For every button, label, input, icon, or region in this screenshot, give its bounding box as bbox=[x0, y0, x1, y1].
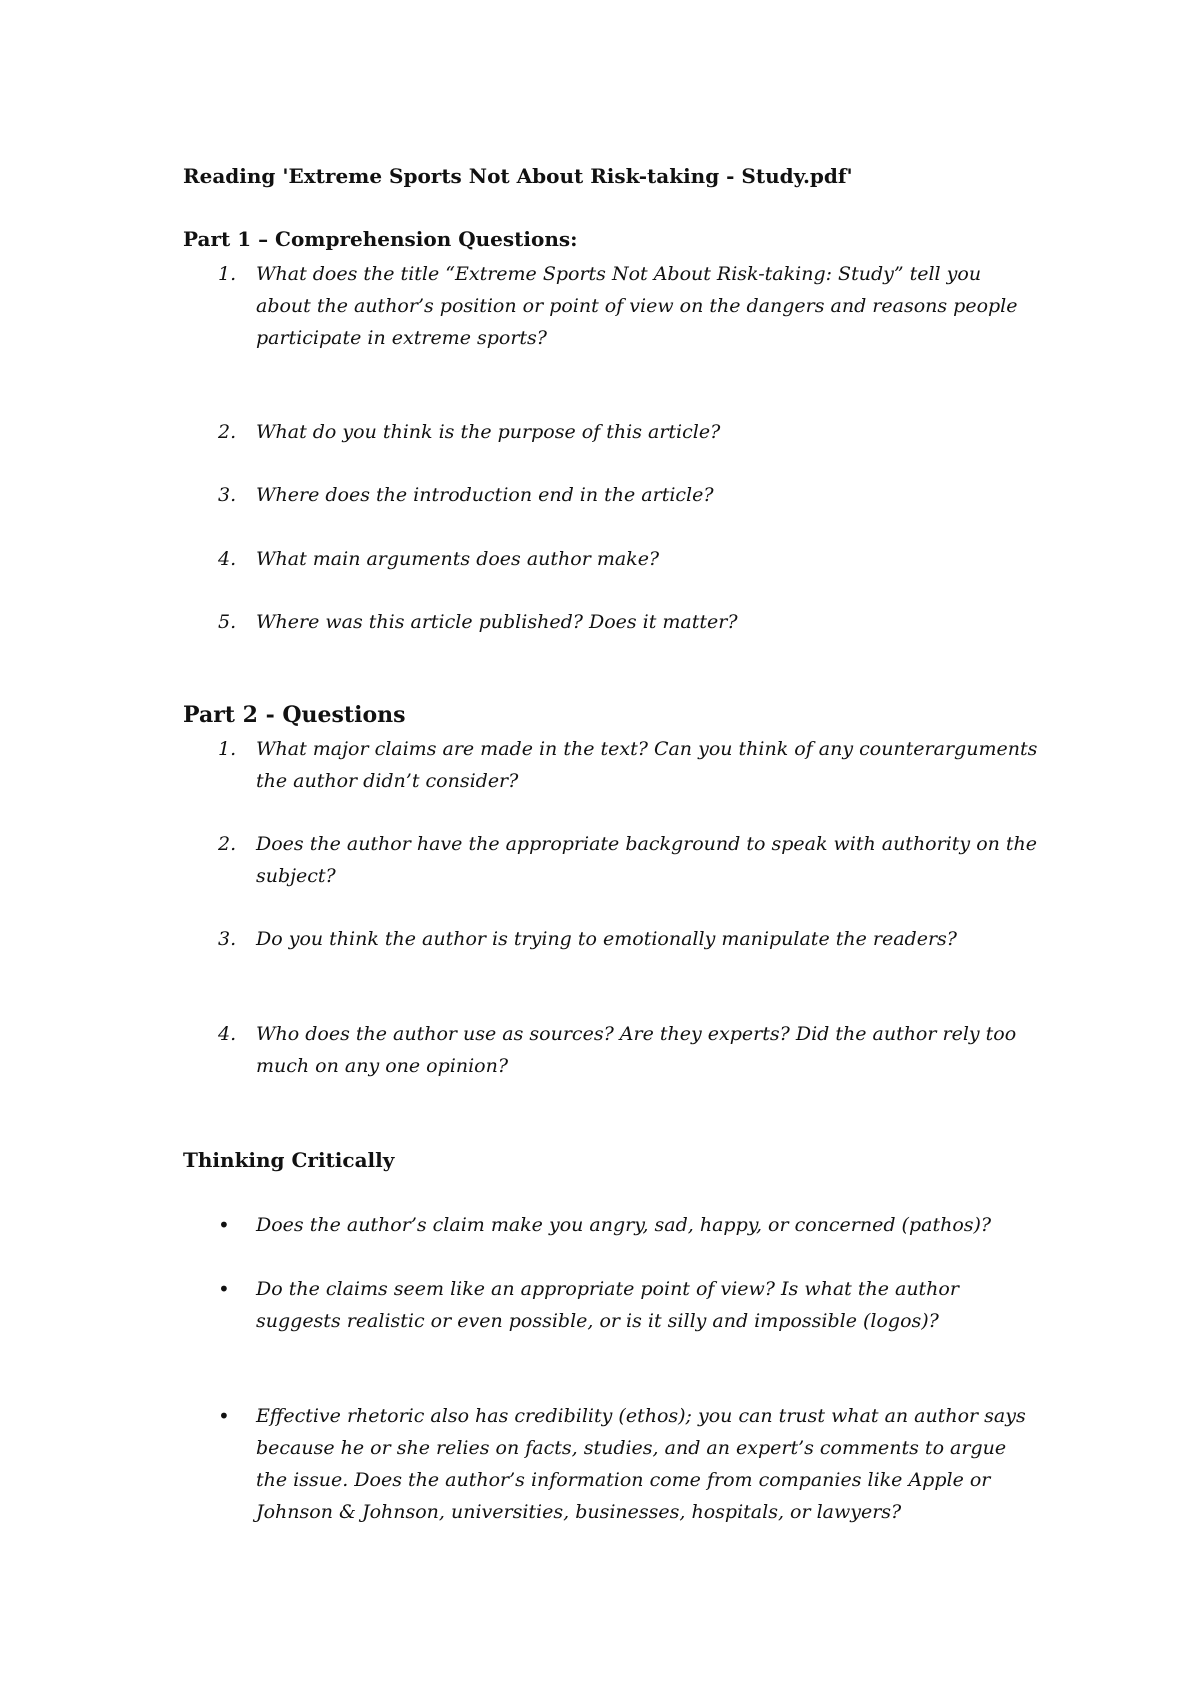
question-number: 4. bbox=[218, 548, 237, 570]
part1-question-2 bbox=[218, 416, 1038, 448]
question-number: 2. bbox=[218, 421, 237, 443]
question-text: What main arguments does author make? bbox=[256, 548, 660, 570]
part2-question-4 bbox=[218, 1018, 1038, 1082]
part1-question-3 bbox=[218, 479, 1038, 511]
question-number: 1. bbox=[218, 738, 237, 760]
question-number: 1. bbox=[218, 263, 237, 285]
bullet-text: Does the author’s claim make you angry, sad, happy, or concerned (pathos)? bbox=[256, 1214, 992, 1236]
question-text: What does the title “Extreme Sports Not About Risk-taking: Study” tell you about the author’s position or point of view on the dangers and reasons people participate in extreme sports? bbox=[256, 263, 1018, 349]
part1-question-4 bbox=[218, 543, 1038, 575]
bullet-text: Effective rhetoric also has credibility (ethos); you can trust what an author says because he or she relies on facts, studies, and an expert’s comments to argue the issue. Does the author’s information come from companies like Apple or Johnson & Johnson, universities, businesses, hospitals, or lawyers? bbox=[256, 1405, 1026, 1523]
part2-question-3 bbox=[218, 923, 1038, 955]
question-text: Do you think the author is trying to emotionally manipulate the readers? bbox=[256, 928, 957, 950]
thinking-bullet-3 bbox=[218, 1400, 1038, 1528]
question-text: What do you think is the purpose of this article? bbox=[256, 421, 721, 443]
question-number: 3. bbox=[218, 928, 237, 950]
thinking-bullet-1 bbox=[218, 1209, 1038, 1241]
document-title: Reading 'Extreme Sports Not About Risk-taking - Study.pdf' bbox=[183, 164, 853, 188]
part2-heading: Part 2 - Questions bbox=[183, 702, 406, 728]
part1-question-5 bbox=[218, 606, 1038, 638]
part1-question-1 bbox=[218, 258, 1038, 354]
bullet-point: • bbox=[218, 1277, 230, 1301]
bullet-point: • bbox=[218, 1404, 230, 1428]
question-text: Where does the introduction end in the article? bbox=[256, 484, 714, 506]
part2-question-2 bbox=[218, 828, 1038, 892]
question-number: 5. bbox=[218, 611, 237, 633]
question-text: Who does the author use as sources? Are they experts? Did the author rely too much on any one opinion? bbox=[256, 1023, 1017, 1077]
question-text: What major claims are made in the text? Can you think of any counterarguments the author didn’t consider? bbox=[256, 738, 1038, 792]
question-number: 4. bbox=[218, 1023, 237, 1045]
question-text: Does the author have the appropriate background to speak with authority on the subject? bbox=[256, 833, 1038, 887]
thinking-bullet-2 bbox=[218, 1273, 1038, 1337]
question-text: Where was this article published? Does it matter? bbox=[256, 611, 738, 633]
part2-question-1 bbox=[218, 733, 1038, 797]
bullet-point: • bbox=[218, 1213, 230, 1237]
thinking-critically-heading: Thinking Critically bbox=[183, 1148, 395, 1172]
part1-heading: Part 1 – Comprehension Questions: bbox=[183, 227, 578, 251]
question-number: 3. bbox=[218, 484, 237, 506]
question-number: 2. bbox=[218, 833, 237, 855]
bullet-text: Do the claims seem like an appropriate point of view? Is what the author suggests realistic or even possible, or is it silly and impossible (logos)? bbox=[256, 1278, 959, 1332]
